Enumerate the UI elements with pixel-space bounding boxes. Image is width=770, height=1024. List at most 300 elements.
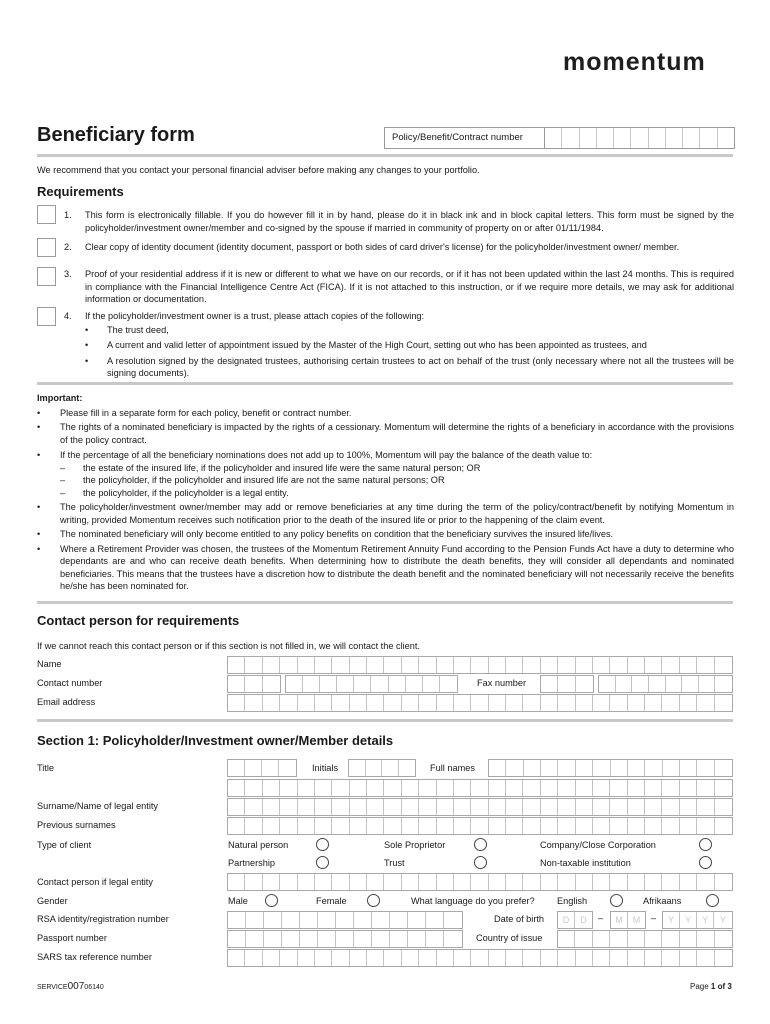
character-cell[interactable] [280,799,297,815]
character-cell[interactable] [279,760,296,776]
sole-proprietor-radio[interactable] [474,838,487,851]
character-cell[interactable] [298,950,315,966]
character-cell[interactable] [264,912,282,928]
character-cell[interactable] [489,874,506,890]
character-cell[interactable] [298,657,315,673]
fax-code-field[interactable] [540,675,594,693]
character-cell[interactable] [408,912,426,928]
character-cell[interactable] [298,695,315,711]
character-cell[interactable] [263,676,280,692]
character-cell[interactable] [715,931,732,947]
character-cell[interactable] [662,874,679,890]
character-cell[interactable] [471,780,488,796]
trust-radio[interactable] [474,856,487,869]
character-cell[interactable] [367,950,384,966]
character-cell[interactable] [263,874,280,890]
character-cell[interactable] [332,950,349,966]
female-radio[interactable] [367,894,380,907]
character-cell[interactable] [523,818,540,834]
policy-number-field[interactable] [384,127,735,149]
character-cell[interactable] [315,874,332,890]
character-cell[interactable] [262,760,279,776]
character-cell[interactable] [384,799,401,815]
character-cell[interactable] [228,676,245,692]
character-cell[interactable] [697,874,714,890]
character-cell[interactable] [372,912,390,928]
character-cell[interactable] [558,695,575,711]
previous-surnames-field[interactable] [227,817,733,835]
character-cell[interactable] [645,695,662,711]
dob-month-field[interactable]: M M [610,911,646,929]
fax-number-field[interactable] [598,675,733,693]
character-cell[interactable] [576,780,593,796]
character-cell[interactable] [628,695,645,711]
character-cell[interactable] [662,931,679,947]
character-cell[interactable] [576,874,593,890]
character-cell[interactable] [697,695,714,711]
character-cell[interactable] [454,874,471,890]
character-cell[interactable] [471,657,488,673]
character-cell[interactable] [454,657,471,673]
character-cell[interactable] [426,912,444,928]
country-field[interactable] [557,930,733,948]
character-cell[interactable] [280,950,297,966]
contact-number-field[interactable] [285,675,458,693]
full-names-field-line2[interactable] [227,779,733,797]
character-cell[interactable] [315,818,332,834]
character-cell[interactable] [246,912,264,928]
character-cell[interactable] [628,780,645,796]
character-cell[interactable] [367,657,384,673]
character-cell[interactable] [645,657,662,673]
character-cell[interactable] [228,931,246,947]
character-cell[interactable] [437,657,454,673]
character-cell[interactable] [315,780,332,796]
email-field[interactable] [227,694,733,712]
character-cell[interactable] [610,780,627,796]
character-cell[interactable] [715,818,732,834]
natural-person-radio[interactable] [316,838,329,851]
character-cell[interactable] [715,799,732,815]
character-cell[interactable] [680,780,697,796]
character-cell[interactable] [645,874,662,890]
character-cell[interactable] [367,780,384,796]
character-cell[interactable] [489,695,506,711]
character-cell[interactable] [610,950,627,966]
requirement-2-checkbox[interactable] [37,238,56,257]
character-cell[interactable] [593,950,610,966]
character-cell[interactable] [680,695,697,711]
character-cell[interactable] [263,695,280,711]
character-cell[interactable] [593,657,610,673]
character-cell[interactable] [318,912,336,928]
character-cell[interactable] [576,950,593,966]
character-cell[interactable] [697,818,714,834]
character-cell[interactable] [280,695,297,711]
character-cell[interactable] [628,760,645,776]
character-cell[interactable] [437,780,454,796]
character-cell[interactable] [437,950,454,966]
requirement-4-checkbox[interactable] [37,307,56,326]
character-cell[interactable] [354,912,372,928]
character-cell[interactable] [454,780,471,796]
character-cell[interactable] [426,931,444,947]
character-cell[interactable] [471,874,488,890]
character-cell[interactable] [541,799,558,815]
character-cell[interactable] [228,780,245,796]
character-cell[interactable] [245,818,262,834]
character-cell[interactable] [628,874,645,890]
character-cell[interactable] [576,760,593,776]
character-cell[interactable] [489,799,506,815]
character-cell[interactable] [628,818,645,834]
requirement-3-checkbox[interactable] [37,267,56,286]
character-cell[interactable] [593,931,610,947]
character-cell[interactable] [298,874,315,890]
character-cell[interactable] [371,676,388,692]
character-cell[interactable] [632,676,649,692]
character-cell[interactable] [246,931,264,947]
character-cell[interactable] [558,950,575,966]
character-cell[interactable] [300,912,318,928]
character-cell[interactable] [506,760,523,776]
contact-legal-field[interactable] [227,873,733,891]
character-cell[interactable] [303,676,320,692]
character-cell[interactable] [389,676,406,692]
character-cell[interactable] [402,780,419,796]
character-cell[interactable] [332,695,349,711]
character-cell[interactable] [349,760,366,776]
character-cell[interactable] [471,818,488,834]
character-cell[interactable] [444,912,462,928]
character-cell[interactable] [558,799,575,815]
character-cell[interactable] [384,780,401,796]
character-cell[interactable] [680,799,697,815]
character-cell[interactable] [506,695,523,711]
character-cell[interactable] [523,695,540,711]
character-cell[interactable] [454,818,471,834]
character-cell[interactable] [408,931,426,947]
character-cell[interactable] [715,695,732,711]
character-cell[interactable] [541,950,558,966]
character-cell[interactable] [228,818,245,834]
character-cell[interactable] [245,760,262,776]
character-cell[interactable] [300,931,318,947]
character-cell[interactable] [350,950,367,966]
character-cell[interactable] [523,874,540,890]
character-cell[interactable] [228,799,245,815]
character-cell[interactable] [419,799,436,815]
character-cell[interactable] [336,931,354,947]
character-cell[interactable] [350,695,367,711]
character-cell[interactable] [662,695,679,711]
character-cell[interactable] [384,818,401,834]
character-cell[interactable] [263,818,280,834]
character-cell[interactable] [610,657,627,673]
character-cell[interactable] [315,657,332,673]
character-cell[interactable] [611,760,628,776]
character-cell[interactable] [662,799,679,815]
title-field[interactable] [227,759,297,777]
character-cell[interactable] [437,874,454,890]
character-cell[interactable] [506,780,523,796]
character-cell[interactable] [697,657,714,673]
character-cell[interactable] [419,874,436,890]
character-cell[interactable] [298,780,315,796]
character-cell[interactable] [575,931,592,947]
character-cell[interactable] [666,676,683,692]
character-cell[interactable] [437,695,454,711]
character-cell[interactable] [610,874,627,890]
character-cell[interactable] [645,760,662,776]
character-cell[interactable] [390,931,408,947]
character-cell[interactable] [715,950,732,966]
character-cell[interactable] [576,657,593,673]
character-cell[interactable] [280,818,297,834]
character-cell[interactable] [506,950,523,966]
character-cell[interactable] [645,799,662,815]
character-cell[interactable] [318,931,336,947]
character-cell[interactable] [541,760,558,776]
character-cell[interactable] [384,657,401,673]
character-cell[interactable] [315,799,332,815]
character-cell[interactable] [628,799,645,815]
character-cell[interactable] [662,950,679,966]
requirement-1-checkbox[interactable] [37,205,56,224]
character-cell[interactable] [263,950,280,966]
character-cell[interactable] [576,799,593,815]
character-cell[interactable] [419,780,436,796]
character-cell[interactable] [715,676,732,692]
character-cell[interactable] [402,695,419,711]
passport-field[interactable] [227,930,463,948]
character-cell[interactable] [541,780,558,796]
character-cell[interactable] [350,799,367,815]
character-cell[interactable] [350,874,367,890]
character-cell[interactable] [523,950,540,966]
character-cell[interactable] [506,657,523,673]
character-cell[interactable] [558,657,575,673]
character-cell[interactable] [489,657,506,673]
character-cell[interactable] [320,676,337,692]
character-cell[interactable] [616,676,633,692]
character-cell[interactable] [382,760,399,776]
character-cell[interactable] [315,695,332,711]
character-cell[interactable] [558,818,575,834]
character-cell[interactable] [489,760,506,776]
character-cell[interactable] [506,874,523,890]
character-cell[interactable] [245,657,262,673]
character-cell[interactable] [663,760,680,776]
character-cell[interactable] [384,950,401,966]
character-cell[interactable] [593,799,610,815]
character-cell[interactable] [471,799,488,815]
character-cell[interactable] [298,818,315,834]
character-cell[interactable] [245,799,262,815]
company-radio[interactable] [699,838,712,851]
character-cell[interactable] [541,818,558,834]
character-cell[interactable] [489,818,506,834]
character-cell[interactable] [523,799,540,815]
character-cell[interactable] [419,657,436,673]
character-cell[interactable] [599,676,616,692]
character-cell[interactable] [662,657,679,673]
character-cell[interactable] [354,931,372,947]
character-cell[interactable] [697,799,714,815]
character-cell[interactable] [406,676,423,692]
character-cell[interactable] [332,799,349,815]
character-cell[interactable] [402,799,419,815]
character-cell[interactable] [332,818,349,834]
character-cell[interactable] [576,818,593,834]
character-cell[interactable] [315,950,332,966]
male-radio[interactable] [265,894,278,907]
character-cell[interactable] [541,676,558,692]
character-cell[interactable] [680,657,697,673]
character-cell[interactable] [645,931,662,947]
character-cell[interactable] [454,799,471,815]
dob-year-field[interactable]: Y Y Y Y [662,911,733,929]
character-cell[interactable] [506,799,523,815]
character-cell[interactable] [437,818,454,834]
character-cell[interactable] [645,818,662,834]
character-cell[interactable] [697,760,714,776]
character-cell[interactable] [390,912,408,928]
full-names-field[interactable] [488,759,733,777]
character-cell[interactable] [280,780,297,796]
contact-number-code-field[interactable] [227,675,281,693]
character-cell[interactable] [350,657,367,673]
character-cell[interactable] [402,874,419,890]
non-taxable-radio[interactable] [699,856,712,869]
name-field[interactable] [227,656,733,674]
character-cell[interactable] [682,676,699,692]
character-cell[interactable] [367,695,384,711]
character-cell[interactable] [384,695,401,711]
character-cell[interactable] [558,676,575,692]
character-cell[interactable] [454,695,471,711]
character-cell[interactable] [263,780,280,796]
character-cell[interactable] [489,780,506,796]
character-cell[interactable] [524,760,541,776]
character-cell[interactable] [228,695,245,711]
character-cell[interactable] [245,950,262,966]
character-cell[interactable] [593,780,610,796]
character-cell[interactable] [402,818,419,834]
character-cell[interactable] [645,780,662,796]
character-cell[interactable] [715,780,732,796]
character-cell[interactable] [228,760,245,776]
dob-day-field[interactable]: D D [557,911,593,929]
character-cell[interactable] [593,818,610,834]
character-cell[interactable] [282,912,300,928]
character-cell[interactable] [558,931,575,947]
character-cell[interactable] [228,657,245,673]
character-cell[interactable] [282,931,300,947]
character-cell[interactable] [628,950,645,966]
character-cell[interactable] [440,676,457,692]
character-cell[interactable] [715,874,732,890]
character-cell[interactable] [715,657,732,673]
character-cell[interactable] [228,912,246,928]
character-cell[interactable] [471,695,488,711]
character-cell[interactable] [280,657,297,673]
character-cell[interactable] [437,799,454,815]
character-cell[interactable] [628,931,645,947]
character-cell[interactable] [680,931,697,947]
character-cell[interactable] [680,760,697,776]
english-radio[interactable] [610,894,623,907]
character-cell[interactable] [332,780,349,796]
character-cell[interactable] [350,780,367,796]
character-cell[interactable] [286,676,303,692]
character-cell[interactable] [523,780,540,796]
character-cell[interactable] [402,950,419,966]
character-cell[interactable] [367,874,384,890]
character-cell[interactable] [541,695,558,711]
character-cell[interactable] [715,760,732,776]
rsa-id-field[interactable] [227,911,463,929]
character-cell[interactable] [384,874,401,890]
character-cell[interactable] [419,695,436,711]
character-cell[interactable] [245,874,262,890]
character-cell[interactable] [245,676,262,692]
character-cell[interactable] [245,695,262,711]
afrikaans-radio[interactable] [706,894,719,907]
character-cell[interactable] [280,874,297,890]
character-cell[interactable] [332,657,349,673]
character-cell[interactable] [593,874,610,890]
character-cell[interactable] [576,695,593,711]
character-cell[interactable] [558,874,575,890]
character-cell[interactable] [367,799,384,815]
character-cell[interactable] [471,950,488,966]
initials-field[interactable] [348,759,416,777]
character-cell[interactable] [680,874,697,890]
character-cell[interactable] [645,950,662,966]
character-cell[interactable] [610,931,627,947]
character-cell[interactable] [610,799,627,815]
character-cell[interactable] [489,950,506,966]
partnership-radio[interactable] [316,856,329,869]
character-cell[interactable] [354,676,371,692]
character-cell[interactable] [680,818,697,834]
character-cell[interactable] [697,950,714,966]
character-cell[interactable] [558,780,575,796]
character-cell[interactable] [419,818,436,834]
character-cell[interactable] [454,950,471,966]
character-cell[interactable] [662,818,679,834]
character-cell[interactable] [399,760,415,776]
character-cell[interactable] [628,657,645,673]
character-cell[interactable] [419,950,436,966]
character-cell[interactable] [245,780,262,796]
character-cell[interactable] [337,676,354,692]
character-cell[interactable] [558,760,575,776]
character-cell[interactable] [444,931,462,947]
character-cell[interactable] [680,950,697,966]
surname-field[interactable] [227,798,733,816]
character-cell[interactable] [697,780,714,796]
character-cell[interactable] [541,874,558,890]
character-cell[interactable] [506,818,523,834]
character-cell[interactable] [228,950,245,966]
character-cell[interactable] [372,931,390,947]
character-cell[interactable] [264,931,282,947]
character-cell[interactable] [649,676,666,692]
character-cell[interactable] [228,874,245,890]
character-cell[interactable] [402,657,419,673]
